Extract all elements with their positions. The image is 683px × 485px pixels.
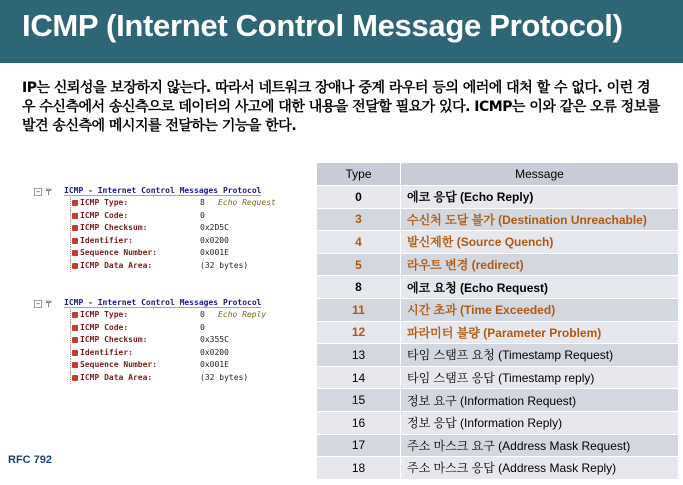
table-header-row	[317, 163, 679, 186]
field-bullet-icon	[72, 362, 78, 368]
message-cell: 라우트 변경 (redirect)	[401, 253, 679, 276]
table-row	[317, 389, 679, 412]
field-value: (32 bytes)	[200, 260, 249, 270]
field-value: 0	[200, 310, 205, 319]
message-cell: 타임 스탬프 요청 (Timestamp Request)	[401, 344, 679, 367]
type-cell: 5	[317, 253, 401, 276]
message-cell: 수신처 도달 불가 (Destination Unreachable)	[401, 208, 679, 231]
field-name: Sequence Number:	[80, 360, 158, 369]
field-note: Echo Reply	[218, 310, 267, 319]
tree-connector	[70, 322, 71, 335]
type-cell: 16	[317, 411, 401, 434]
table-row	[317, 366, 679, 389]
message-column-header: Message	[401, 163, 679, 186]
tree-connector	[70, 359, 71, 372]
type-cell: 4	[317, 231, 401, 254]
field-name: ICMP Code:	[80, 210, 129, 220]
message-cell: 정보 응답 (Information Reply)	[401, 411, 679, 434]
message-cell: 주소 마스크 요구 (Address Mask Request)	[401, 434, 679, 457]
type-column-header: Type	[317, 163, 401, 186]
rfc-reference: RFC 792	[8, 454, 53, 466]
field-value: 8	[200, 198, 205, 207]
protocol-tree-icon: ╤	[46, 298, 52, 308]
field-value: 0x001E	[200, 360, 229, 369]
field-name: ICMP Type:	[80, 198, 129, 207]
field-name: Sequence Number:	[80, 248, 158, 257]
tree-connector	[70, 372, 71, 385]
message-cell: 에코 응답 (Echo Reply)	[401, 186, 679, 209]
field-name: ICMP Type:	[80, 310, 129, 319]
description-text: IP는 신뢰성을 보장하지 않는다. 따라서 네트워크 장애나 중계 라우터 등의 에러에 대처 할 수 없다. 이런 경우 수신측에서 송신측으로 데이터의 사고에 대한 내용을 전달할 필요가 있다. ICMP는 이와 같은 오류 정보를 발견 송신측에 메시지를 전달하는 기능을 한다.	[22, 80, 660, 134]
field-name: Identifier:	[80, 235, 133, 245]
title-bar	[0, 0, 683, 63]
field-value: 0	[200, 322, 205, 332]
type-cell: 3	[317, 208, 401, 231]
table-row	[317, 276, 679, 299]
table-row	[317, 434, 679, 457]
field-bullet-icon	[72, 213, 78, 219]
field-name: Identifier:	[80, 347, 133, 357]
message-cell: 에코 요청 (Echo Request)	[401, 276, 679, 299]
table-row	[317, 186, 679, 209]
field-bullet-icon	[72, 325, 78, 331]
table-row	[317, 231, 679, 254]
field-bullet-icon	[72, 312, 78, 318]
icmp-message-table	[316, 162, 679, 480]
field-bullet-icon	[72, 375, 78, 381]
tree-connector	[70, 260, 71, 273]
tree-connector	[70, 309, 71, 322]
type-cell: 17	[317, 434, 401, 457]
tree-connector	[70, 210, 71, 223]
type-cell: 11	[317, 298, 401, 321]
tree-connector	[70, 235, 71, 248]
tree-connector	[70, 222, 71, 235]
field-value: (32 bytes)	[200, 372, 249, 382]
field-bullet-icon	[72, 337, 78, 343]
tree-connector	[70, 347, 71, 360]
type-cell: 8	[317, 276, 401, 299]
slide-title: ICMP (Internet Control Message Protocol)	[22, 8, 623, 43]
type-cell: 15	[317, 389, 401, 412]
table-row	[317, 411, 679, 434]
message-cell: 정보 요구 (Information Request)	[401, 389, 679, 412]
field-note: Echo Request	[218, 198, 276, 207]
message-cell: 타임 스탬프 응답 (Timestamp reply)	[401, 366, 679, 389]
field-bullet-icon	[72, 350, 78, 356]
type-cell: 18	[317, 457, 401, 480]
field-bullet-icon	[72, 238, 78, 244]
field-value: 0x2D5C	[200, 223, 229, 232]
field-name: ICMP Checksum:	[80, 223, 148, 232]
message-cell: 발신제한 (Source Quench)	[401, 231, 679, 254]
field-value: 0x001E	[200, 248, 229, 257]
table-row	[317, 253, 679, 276]
field-bullet-icon	[72, 225, 78, 231]
tree-connector	[70, 197, 71, 210]
tree-connector	[70, 334, 71, 347]
tree-header-label: ICMP - Internet Control Messages Protocol	[64, 298, 262, 307]
type-cell: 12	[317, 321, 401, 344]
field-name: ICMP Data Area:	[80, 260, 153, 270]
field-name: ICMP Code:	[80, 322, 129, 332]
message-cell: 주소 마스크 응답 (Address Mask Reply)	[401, 457, 679, 480]
message-cell: 시간 초과 (Time Exceeded)	[401, 298, 679, 321]
tree-connector	[70, 247, 71, 260]
field-bullet-icon	[72, 263, 78, 269]
tree-header-label: ICMP - Internet Control Messages Protocol	[64, 186, 262, 195]
collapse-icon[interactable]: −	[35, 300, 41, 308]
field-value: 0x355C	[200, 335, 229, 344]
table-row	[317, 298, 679, 321]
protocol-tree-icon: ╤	[46, 186, 52, 196]
message-cell: 파라미터 불량 (Parameter Problem)	[401, 321, 679, 344]
field-name: ICMP Data Area:	[80, 372, 153, 382]
type-cell: 0	[317, 186, 401, 209]
field-value: 0x0200	[200, 235, 229, 245]
field-bullet-icon	[72, 250, 78, 256]
table-row	[317, 344, 679, 367]
field-bullet-icon	[72, 200, 78, 206]
field-name: ICMP Checksum:	[80, 335, 148, 344]
table-row	[317, 208, 679, 231]
table-row	[317, 321, 679, 344]
collapse-icon[interactable]: −	[35, 188, 41, 196]
field-value: 0x0200	[200, 347, 229, 357]
field-value: 0	[200, 210, 205, 220]
type-cell: 13	[317, 344, 401, 367]
type-cell: 14	[317, 366, 401, 389]
table-row	[317, 457, 679, 480]
